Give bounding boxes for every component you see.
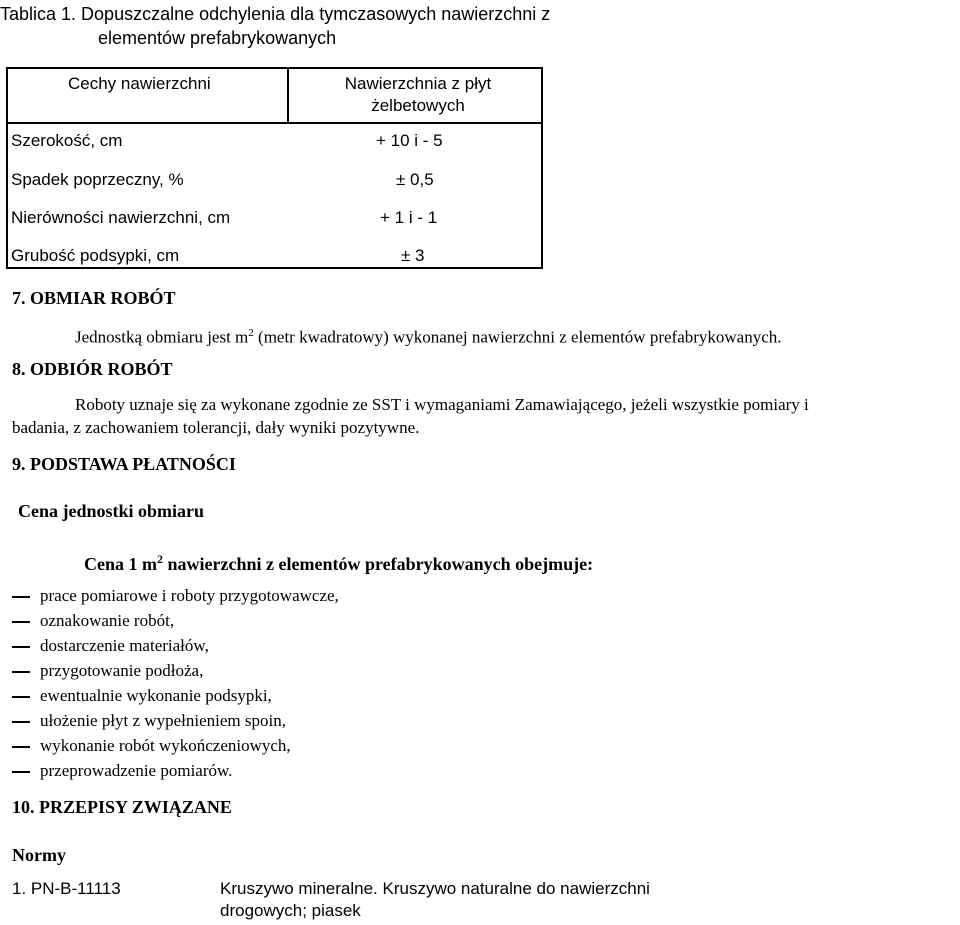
caption-line-1: Tablica 1. Dopuszczalne odchylenia dla tymczasowych nawierzchni z — [0, 4, 551, 24]
list-bullet-dash — [12, 696, 30, 698]
section-9-intro — [84, 548, 944, 575]
list-bullet-dash — [12, 596, 30, 598]
section-7-superscript: 2 — [248, 327, 254, 339]
table-row-label: Spadek poprzeczny, % — [11, 170, 184, 189]
section-9-heading: 9. PODSTAWA PŁATNOŚCI — [12, 454, 236, 474]
list-bullet-dash — [12, 746, 30, 748]
section-9-intro-superscript: 2 — [157, 552, 163, 566]
section-8-heading: 8. ODBIÓR ROBÓT — [12, 359, 173, 379]
section-7-heading: 7. OBMIAR ROBÓT — [12, 288, 176, 308]
tolerance-table — [6, 67, 543, 269]
section-10-heading: 10. PRZEPISY ZWIĄZANE — [12, 797, 232, 817]
norm-title-line-1: Kruszywo mineralne. Kruszywo naturalne do nawierzchni — [220, 879, 650, 898]
section-8-line-1: Roboty uznaje się za wykonane zgodnie ze SST i wymaganiami Zamawiającego, jeżeli wszystkie pomiary i — [75, 395, 809, 414]
list-bullet-dash — [12, 671, 30, 673]
list-bullet-dash — [12, 646, 30, 648]
section-9-subheading: Cena jednostki obmiaru — [18, 501, 205, 521]
list-item: ewentualnie wykonanie podsypki, — [40, 686, 272, 705]
norm-title — [220, 878, 820, 922]
list-item: ułożenie płyt z wypełnieniem spoin, — [40, 711, 286, 730]
table-row-value: + 10 i - 5 — [376, 131, 443, 150]
header-cell-features: Cechy nawierzchni — [68, 74, 211, 93]
table-header-rule — [8, 122, 541, 124]
list-bullet-dash — [12, 721, 30, 723]
section-9-intro-part-2: nawierzchni z elementów prefabrykowanych obejmuje: — [163, 554, 594, 574]
section-7-text — [75, 322, 955, 349]
list-item: oznakowanie robót, — [40, 611, 175, 630]
table-row-value: ± 0,5 — [396, 170, 434, 189]
caption-line-2: elementów prefabrykowanych — [98, 28, 337, 48]
section-10-subheading: Normy — [12, 845, 66, 865]
section-7-text-part-2: (metr kwadratowy) wykonanej nawierzchni z elementów prefabrykowanych. — [253, 327, 782, 347]
list-item: dostarczenie materiałów, — [40, 636, 209, 655]
table-row-value: + 1 i - 1 — [380, 208, 438, 227]
header-cell-surface-line-2: żelbetowych — [371, 96, 465, 115]
table-row-label: Nierówności nawierzchni, cm — [11, 208, 231, 227]
table-row-value: ± 3 — [401, 246, 425, 265]
list-bullet-dash — [12, 771, 30, 773]
list-bullet-dash — [12, 621, 30, 623]
header-cell-surface-line-1: Nawierzchnia z płyt — [344, 74, 492, 93]
section-9-intro-part-1: Cena 1 m — [84, 554, 157, 574]
list-item: wykonanie robót wykończeniowych, — [40, 736, 291, 755]
table-header-divider — [287, 69, 289, 124]
table-caption — [0, 2, 700, 50]
section-7-text-part-1: Jednostką obmiaru jest m — [75, 327, 249, 347]
list-item: przeprowadzenie pomiarów. — [40, 761, 233, 780]
norm-number: 1. PN-B-11113 — [12, 879, 121, 898]
section-8-line-2: badania, z zachowaniem tolerancji, dały wyniki pozytywne. — [12, 418, 420, 437]
list-item: prace pomiarowe i roboty przygotowawcze, — [40, 586, 339, 605]
list-item: przygotowanie podłoża, — [40, 661, 204, 680]
header-cell-surface — [298, 73, 538, 117]
table-row-label: Szerokość, cm — [11, 131, 123, 150]
norm-title-line-2: drogowych; piasek — [220, 901, 361, 920]
table-row-label: Grubość podsypki, cm — [11, 246, 180, 265]
